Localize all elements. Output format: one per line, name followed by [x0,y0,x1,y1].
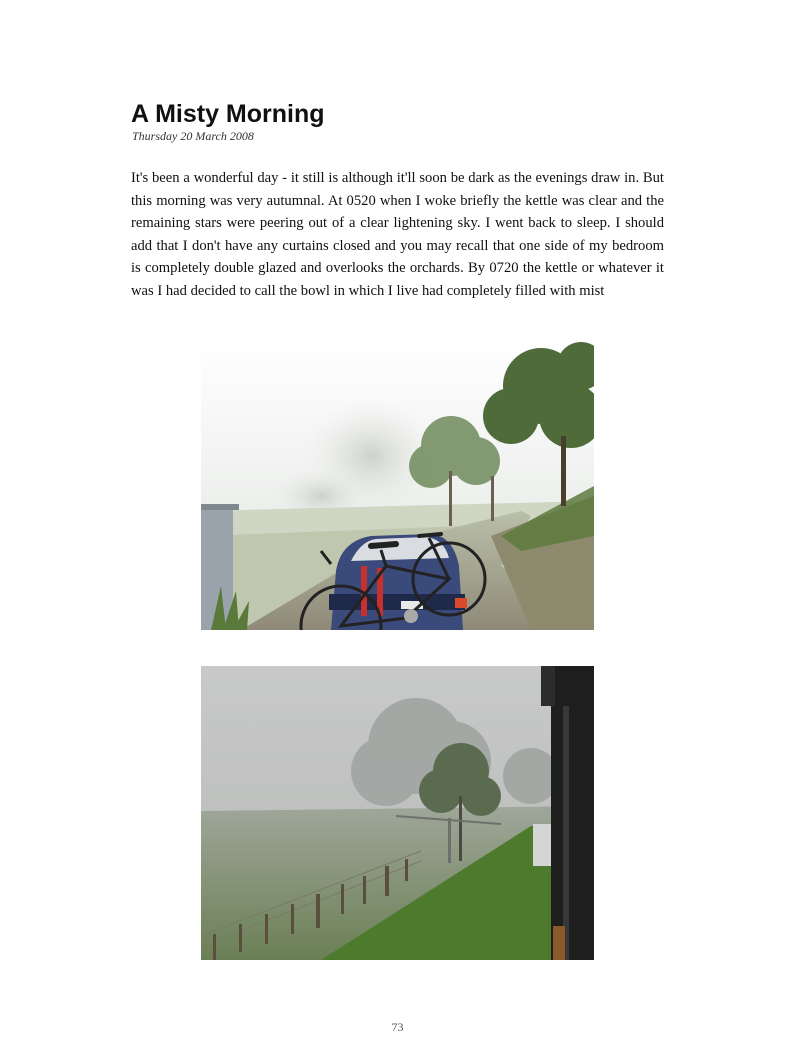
post-body: It's been a wonderful day - it still is although it'll soon be dark as the evenings draw in. But this morning was very autumnal. At 0520 when I woke briefly the kettle was clear and the remaining stars were peering out of a clear lightening sky. I went back to sleep. I should add that I don't have any curtains closed and you may recall that one side of my bedroom is completely double glazed and overlooks the orchards. By 0720 the kettle or whatever it was I had decided to call the bowl in which I live had completely filled with mist [131,170,664,299]
photo-foggy-paddock [201,666,594,960]
post-date: Thursday 20 March 2008 [132,129,254,143]
page-number: 73 [391,1020,404,1034]
photo-misty-driveway [201,336,594,630]
post-title: A Misty Morning [131,100,325,128]
